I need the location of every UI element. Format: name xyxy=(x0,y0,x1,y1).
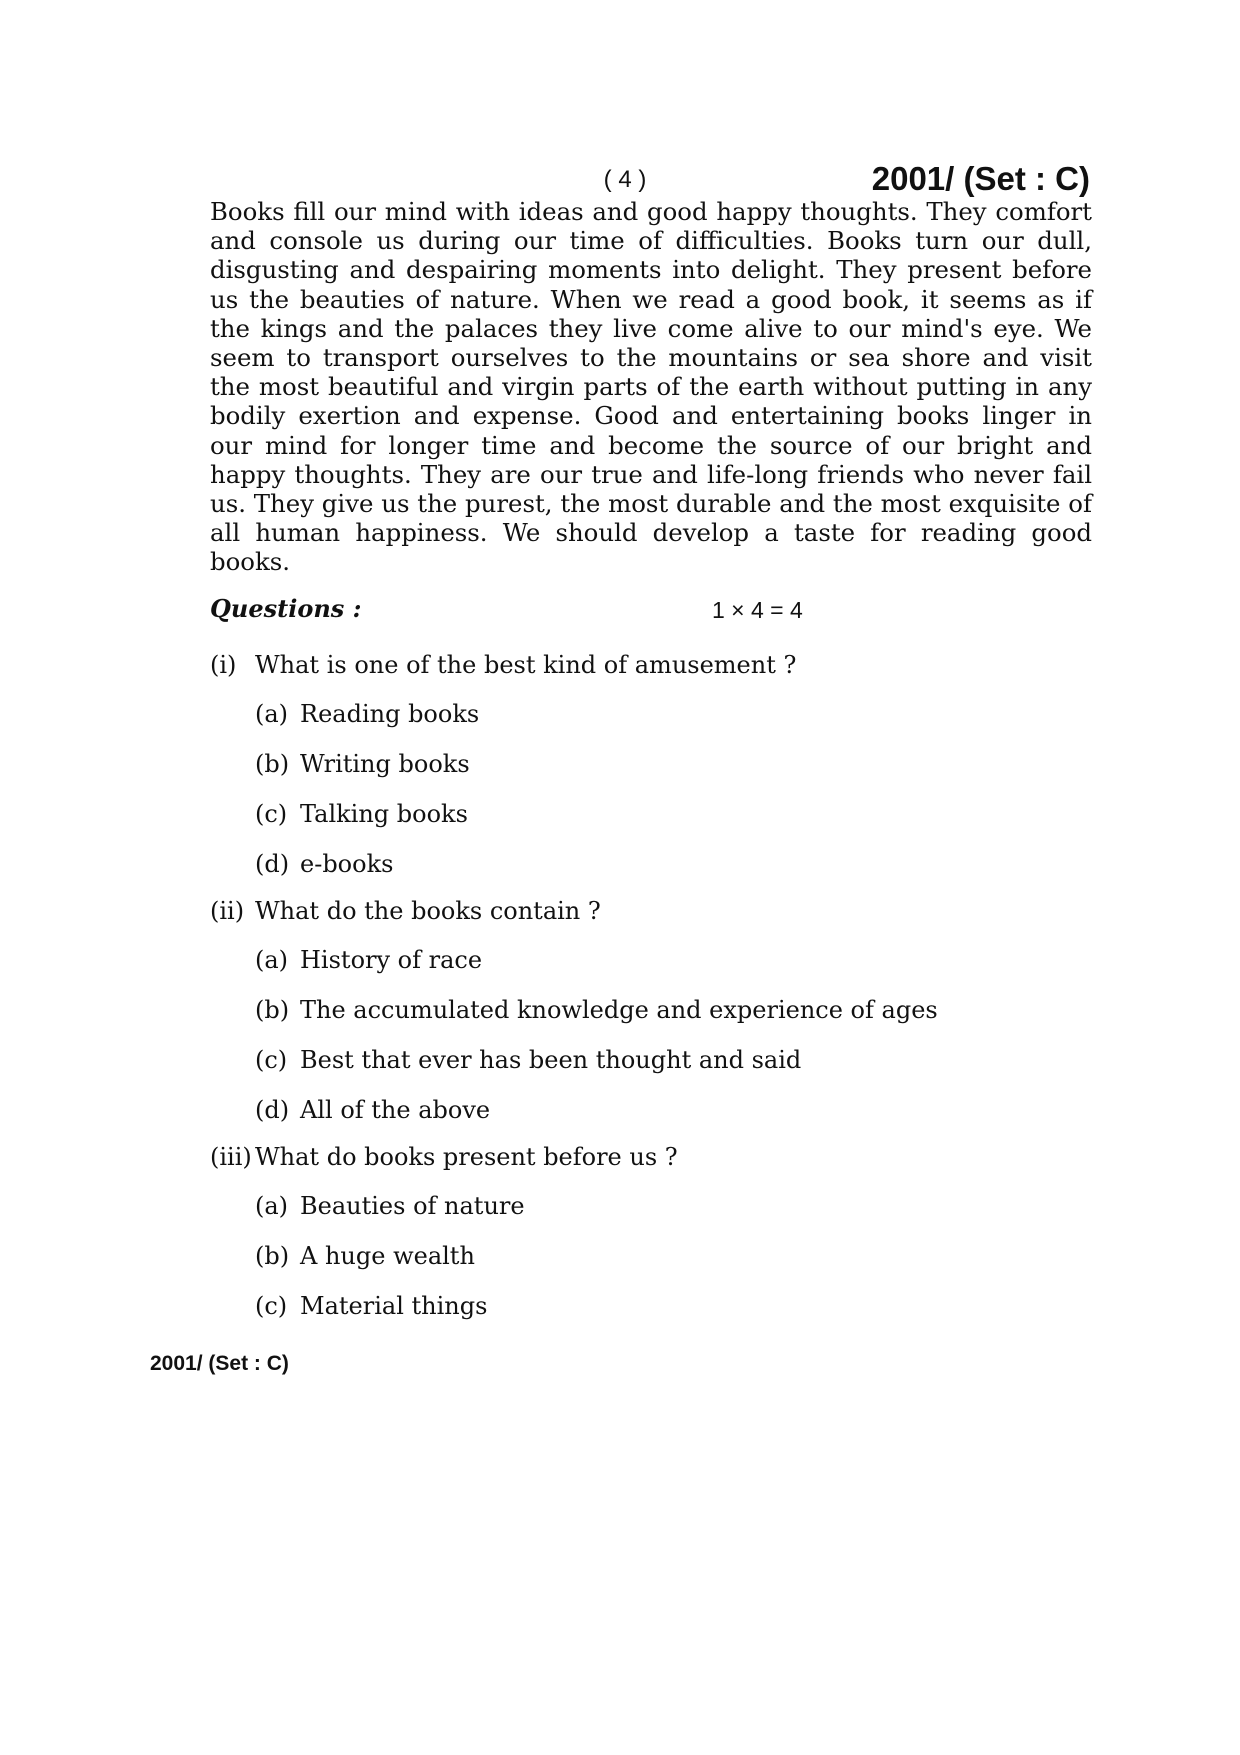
option-text: All of the above xyxy=(300,1096,491,1124)
footer-set-code: 2001/ (Set : C) xyxy=(150,1352,289,1375)
option-text: Beauties of nature xyxy=(300,1192,525,1220)
answer-option xyxy=(255,849,393,879)
option-text: Reading books xyxy=(300,700,480,728)
option-text: Best that ever has been thought and said xyxy=(300,1046,802,1074)
paper-set-code: 2001/ (Set : C) xyxy=(871,160,1090,197)
option-text: The accumulated knowledge and experience of ages xyxy=(300,996,938,1024)
answer-option xyxy=(255,995,938,1025)
question-item xyxy=(210,1142,678,1172)
question-text: What do the books contain ? xyxy=(255,897,601,925)
option-key: (b) xyxy=(255,1242,290,1270)
answer-option xyxy=(255,749,470,779)
answer-option xyxy=(255,1191,525,1221)
option-key: (c) xyxy=(255,800,288,828)
question-number: (iii) xyxy=(210,1143,252,1171)
answer-option xyxy=(255,699,479,729)
option-text: e-books xyxy=(300,850,394,878)
reading-passage: Books fill our mind with ideas and good happy thoughts. They comfort and console us during our time of difficulties. Books turn our dull, disgusting and despairing moments into delight. They present before us the beauties of nature. When we read a good book, it seems as if the kings and the palaces they live come alive to our mind's eye. We seem to transport ourselves to the mountains or sea shore and visit the most beautiful and virgin parts of the earth without putting in any bodily exertion and expense. Good and entertaining books linger in our mind for longer time and become the source of our bright and happy thoughts. They are our true and life-long friends who never fail us. They give us the purest, the most durable and the most exquisite of all human happiness. We should develop a taste for reading good books. xyxy=(210,197,1092,577)
option-text: Material things xyxy=(300,1292,488,1320)
question-number: (ii) xyxy=(210,897,245,925)
question-text: What is one of the best kind of amusement ? xyxy=(255,651,797,679)
question-number: (i) xyxy=(210,651,237,679)
option-key: (b) xyxy=(255,750,290,778)
answer-option xyxy=(255,1241,475,1271)
option-text: Talking books xyxy=(300,800,468,828)
page-number: ( 4 ) xyxy=(603,166,647,193)
question-text: What do books present before us ? xyxy=(255,1143,678,1171)
option-key: (a) xyxy=(255,700,289,728)
option-key: (c) xyxy=(255,1046,288,1074)
marks-allocation: 1 × 4 = 4 xyxy=(712,597,803,623)
question-item xyxy=(210,650,796,680)
answer-option xyxy=(255,799,468,829)
option-text: A huge wealth xyxy=(300,1242,475,1270)
answer-option xyxy=(255,1045,801,1075)
option-key: (d) xyxy=(255,850,290,878)
answer-option xyxy=(255,945,482,975)
option-key: (d) xyxy=(255,1096,290,1124)
answer-option xyxy=(255,1095,490,1125)
option-key: (c) xyxy=(255,1292,288,1320)
option-key: (b) xyxy=(255,996,290,1024)
option-text: History of race xyxy=(300,946,483,974)
option-key: (a) xyxy=(255,1192,289,1220)
questions-heading: Questions : xyxy=(210,594,362,623)
question-item xyxy=(210,896,601,926)
answer-option xyxy=(255,1291,487,1321)
option-text: Writing books xyxy=(300,750,470,778)
option-key: (a) xyxy=(255,946,289,974)
